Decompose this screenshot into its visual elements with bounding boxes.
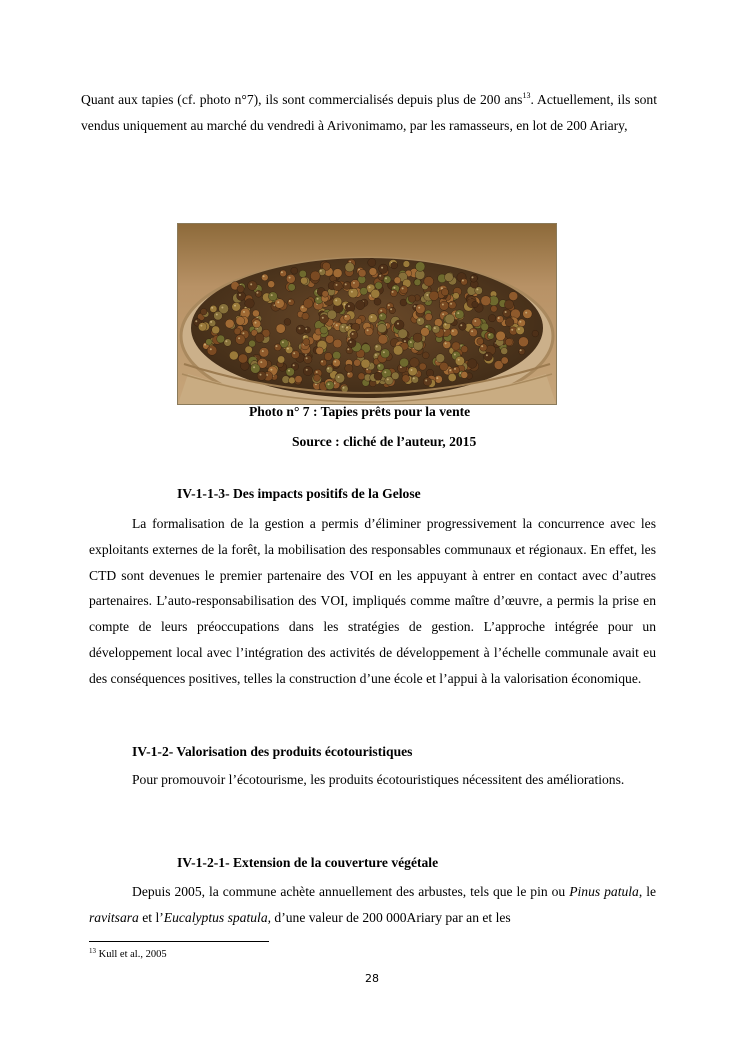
photo-caption: Photo n° 7 : Tapies prêts pour la vente [249,404,471,419]
section-heading-valorisation: IV-1-2- Valorisation des produits écotouristiques [132,744,413,759]
species-name: Eucalyptus spatula, [163,909,272,925]
species-name: ravitsara [89,909,139,925]
paragraph-text: d’une valeur de 200 000Ariary par an et les [271,909,511,925]
paragraph-text: Quant aux tapies (cf. photo n°7), ils sont commercialisés depuis plus de 200 ans [81,92,523,107]
footnote-reference[interactable]: 13 [522,91,531,100]
paragraph-text: , le [638,884,657,899]
paragraph-tapies-intro [81,87,657,139]
paragraph-text-cont: . Actuellement, ils sont vendus uniquement au marché du vendredi à Arivonimamo, par les ramasseurs, en lot de 200 Ariary, [81,92,657,133]
footnote-text: Kull et al., 2005 [96,949,167,960]
photo-source: Source : cliché de l’auteur, 2015 [292,434,477,449]
species-name: Pinus patula [569,884,639,899]
paragraph-text: et l’ [138,909,164,925]
page-number: 28 [365,972,379,985]
footnote [89,949,167,960]
section-heading-impacts: IV-1-1-3- Des impacts positifs de la Gelose [177,486,421,501]
tapies-photo-illustration [178,224,556,404]
photo-tapies-basket [177,223,557,405]
footnote-number: 13 [89,947,96,955]
paragraph-impacts: La formalisation de la gestion a permis d’éliminer progressivement la concurrence avec les exploitants externes de la forêt, la mobilisation des responsables communaux et régionaux. En effet, les CTD sont devenues le premier partenaire des VOI en les appuyant à entrer en contact avec d’autres partenaires. L’auto-responsabilisation des VOI, impliqués comme maître d’œuvre, a permis la prise en compte de leurs préoccupations dans les stratégies de gestion. L’approche intégrée pour un développement local avec l’intégration des activités de développement à l’échelle communale avait eu des conséquences positives, telles la construction d’une école et l’appui à la valorisation économique. [89,516,656,686]
section-heading-extension: IV-1-2-1- Extension de la couverture végétale [177,855,439,870]
paragraph-text: Depuis 2005, la commune achète annuellement des arbustes, tels que le pin ou [132,884,570,899]
footnote-separator [89,941,269,942]
paragraph-valorisation: Pour promouvoir l’écotourisme, les produits écotouristiques nécessitent des améliorations. [132,772,625,787]
paragraph-extension [89,879,656,930]
